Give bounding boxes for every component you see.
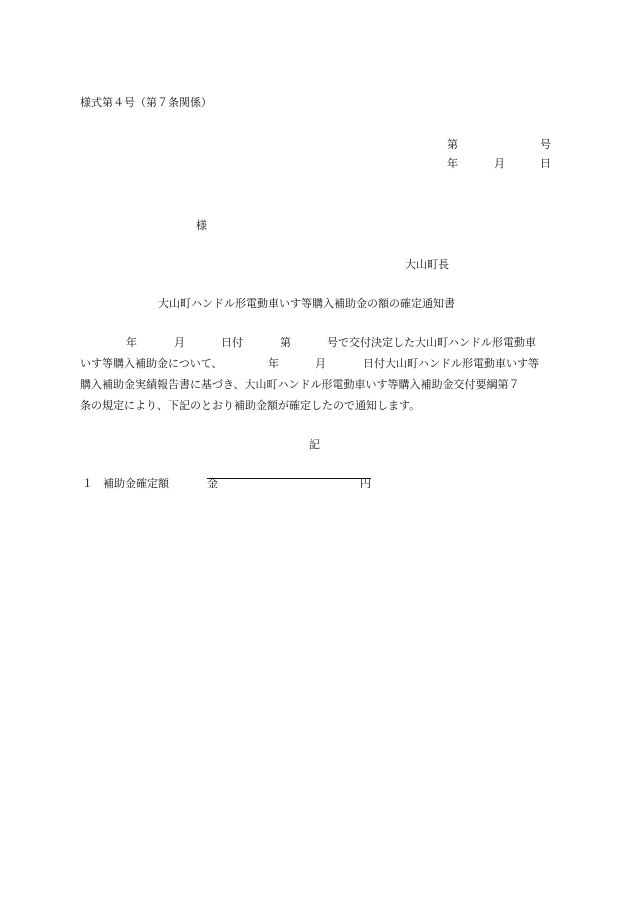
body-paragraph-line-3: 購入補助金実績報告書に基づき、大山町ハンドル形電動車いす等購入補助金交付要綱第７ bbox=[80, 378, 520, 391]
document-number-label: 第 bbox=[447, 138, 458, 151]
body-dated-label: 日付 bbox=[221, 336, 243, 349]
form-number: 様式第４号（第７条関係） bbox=[80, 96, 212, 109]
document-number-suffix: 号 bbox=[540, 138, 551, 151]
item-number: １ bbox=[82, 477, 93, 490]
body-year-label: 年 bbox=[126, 336, 137, 349]
sender-name: 大山町長 bbox=[405, 258, 449, 271]
amount-prefix: 金 bbox=[207, 477, 218, 490]
addressee-honorific: 様 bbox=[196, 219, 207, 232]
record-heading: 記 bbox=[309, 438, 320, 451]
date-year-label: 年 bbox=[447, 157, 458, 170]
body-year-label-2: 年 bbox=[268, 357, 279, 370]
body-line-2-text: 日付大山町ハンドル形電動車いす等 bbox=[363, 357, 539, 370]
body-month-label: 月 bbox=[174, 336, 185, 349]
body-number-label: 第 bbox=[280, 336, 291, 349]
body-line-2-start: いす等購入補助金について、 bbox=[80, 357, 223, 370]
item-label: 補助金確定額 bbox=[103, 477, 169, 490]
body-month-label-2: 月 bbox=[315, 357, 326, 370]
body-line-1-text: 号で交付決定した大山町ハンドル形電動車 bbox=[327, 336, 536, 349]
date-day-label: 日 bbox=[540, 157, 551, 170]
document-title: 大山町ハンドル形電動車いす等購入補助金の額の確定通知書 bbox=[158, 297, 455, 310]
amount-field bbox=[207, 477, 371, 490]
date-month-label: 月 bbox=[494, 157, 505, 170]
body-paragraph-line-4: 条の規定により、下記のとおり補助金額が確定したので通知します。 bbox=[80, 399, 421, 412]
amount-suffix: 円 bbox=[360, 477, 371, 490]
